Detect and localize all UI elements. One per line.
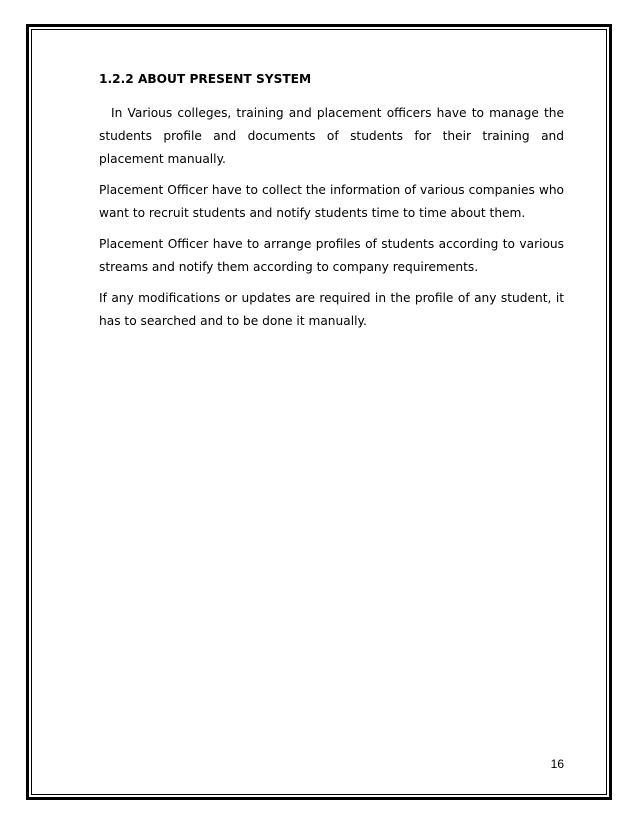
paragraph-4: If any modifications or updates are required in the profile of any student, it has to searched and to be done it manually. — [99, 291, 564, 328]
section-heading: 1.2.2 ABOUT PRESENT SYSTEM — [99, 72, 312, 86]
page-number: 16 — [550, 757, 564, 771]
paragraph-1: In Various colleges, training and placement officers have to manage the students profile and documents of students for their training and placement manually. — [99, 106, 564, 166]
paragraph-3: Placement Officer have to arrange profiles of students according to various streams and notify them according to company requirements. — [99, 237, 564, 274]
page-content — [99, 70, 564, 341]
paragraph-2: Placement Officer have to collect the information of various companies who want to recruit students and notify students time to time about them. — [99, 183, 564, 220]
